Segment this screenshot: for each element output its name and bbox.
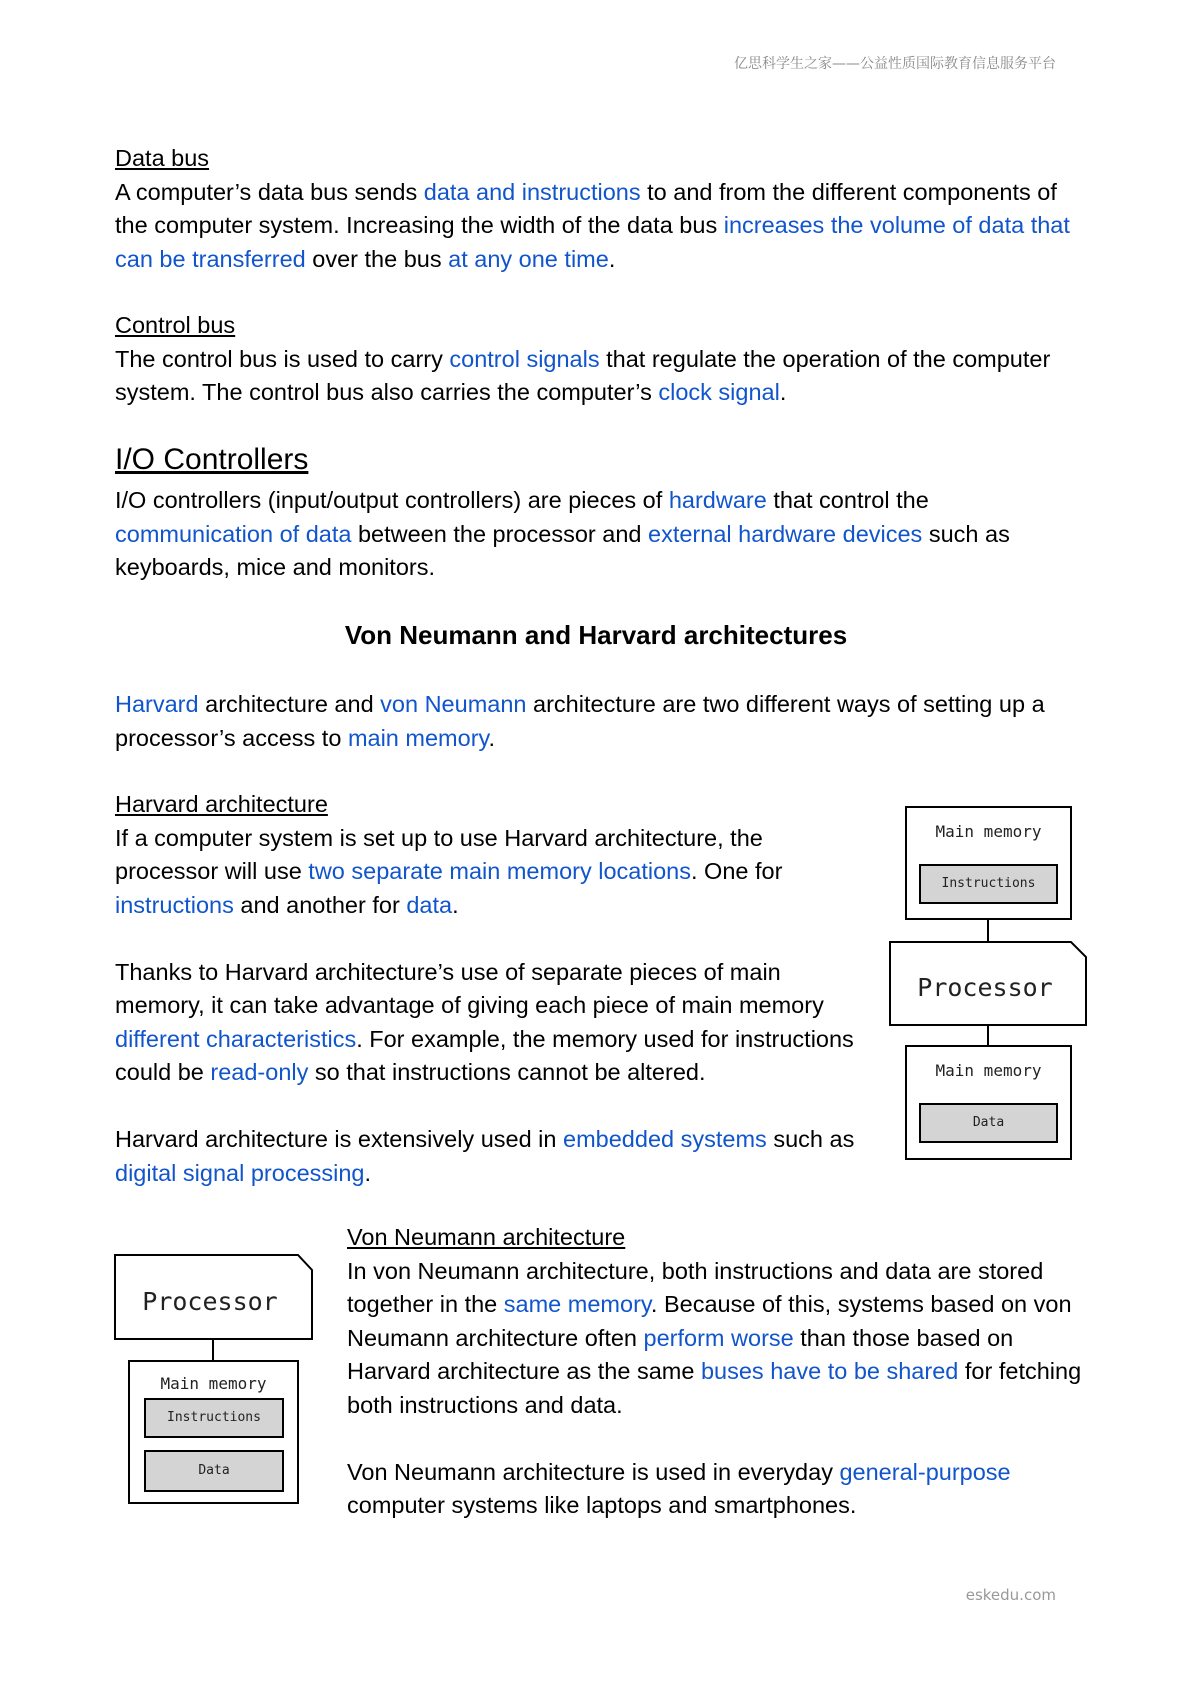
vonneumann-paragraph-1 [347, 1255, 1082, 1423]
text-run: for fetching both instructions and data. [347, 1358, 1082, 1418]
text-run: and another for [233, 891, 407, 918]
text-run: The control bus is used to carry [115, 345, 450, 372]
main-memory-label: Main memory [160, 1374, 267, 1393]
text-run: In von Neumann architecture, both instructions and data are stored together in the [347, 1257, 1044, 1317]
highlight-run: embedded systems [563, 1126, 767, 1152]
text-run: . One for [691, 858, 783, 884]
arch-intro-paragraph [115, 688, 1095, 755]
highlight-run: clock signal [658, 379, 780, 405]
section-title: Von Neumann and Harvard architectures [344, 620, 848, 650]
text-run: that regulate the operation of the computer system. The control bus also carries the computer’s [115, 345, 1051, 405]
main-memory-data-box [905, 1045, 1072, 1160]
page-footer: eskedu.com [965, 1586, 1056, 1604]
vonneumann-paragraph-2 [347, 1456, 1082, 1523]
harvard-paragraph-1 [115, 822, 860, 923]
io-controllers-heading: I/O Controllers [115, 443, 309, 476]
text-run: such as [766, 1126, 855, 1152]
text-run: . [452, 891, 459, 918]
highlight-run: at any one time [448, 245, 609, 272]
highlight-run: main memory [347, 724, 489, 751]
text-run: I/O controllers (input/output controllers) are pieces of [115, 487, 669, 513]
highlight-run: perform worse [643, 1324, 794, 1351]
main-memory-instructions-box [905, 806, 1072, 920]
data-block: Data [919, 1103, 1058, 1143]
vonneumann-heading: Von Neumann architecture [347, 1224, 626, 1250]
text-run: computer systems like laptops and smartphones. [347, 1492, 857, 1518]
highlight-run: communication of data [115, 520, 352, 547]
processor-label: Processor [917, 973, 1053, 1002]
processor-box [114, 1254, 313, 1340]
main-memory-label: Main memory [935, 822, 1042, 841]
connector-line [987, 920, 989, 942]
text-run: architecture are two different ways of setting up a processor’s access to [115, 691, 1045, 751]
highlight-run: buses have to be shared [700, 1358, 959, 1384]
text-run: . [364, 1159, 372, 1186]
data-block: Data [144, 1450, 284, 1492]
text-run: than those based on Harvard architecture as the same [347, 1324, 1014, 1384]
highlight-run: data [406, 891, 453, 918]
highlight-run: instructions [115, 891, 234, 918]
text-run: to and from the different components of the computer system. Increasing the width of the data bus [115, 178, 1057, 238]
vonneumann-section [347, 1221, 1082, 1523]
text-run: Thanks to Harvard architecture’s use of separate pieces of main memory, it can take advantage of giving each piece of main memory [115, 958, 824, 1018]
text-run: . [608, 245, 616, 272]
highlight-run: two separate main memory locations [308, 858, 691, 884]
data-bus-heading: Data bus [115, 145, 210, 171]
text-run: . [488, 724, 496, 751]
highlight-run: hardware [668, 487, 767, 513]
text-run: Harvard architecture is extensively used in [115, 1126, 564, 1152]
harvard-paragraph-2 [115, 956, 860, 1090]
text-run: so that instructions cannot be altered. [308, 1059, 706, 1085]
processor-box [889, 941, 1087, 1026]
main-memory-box [128, 1360, 299, 1504]
highlight-run: general-purpose [839, 1458, 1011, 1485]
main-memory-label: Main memory [935, 1061, 1042, 1080]
data-bus-section [115, 142, 1095, 276]
text-run: . For example, the memory used for instructions could be [115, 1025, 854, 1085]
text-run: over the bus [305, 245, 449, 272]
text-run: . [779, 379, 787, 405]
instructions-block: Instructions [919, 864, 1058, 904]
harvard-paragraph-3 [115, 1123, 860, 1190]
io-paragraph [115, 484, 1075, 585]
data-bus-paragraph [115, 176, 1095, 277]
control-bus-heading: Control bus [115, 312, 236, 338]
highlight-run: Harvard [115, 691, 199, 717]
text-run: Von Neumann architecture is used in everyday [347, 1458, 840, 1485]
text-run: . Because of this, systems based on von Neumann architecture often [347, 1291, 1072, 1351]
text-run: If a computer system is set up to use Harvard architecture, the processor will use [115, 824, 763, 884]
connector-line [212, 1340, 214, 1361]
text-run: between the processor and [351, 520, 648, 547]
highlight-run: external hardware devices [648, 520, 923, 547]
highlight-run: increases the volume of data that can be transferred [115, 212, 1070, 272]
text-run: A computer’s data bus sends [115, 178, 424, 205]
highlight-run: read-only [210, 1059, 309, 1085]
connector-line [987, 1026, 989, 1046]
text-run: such as keyboards, mice and monitors. [115, 520, 1010, 580]
text-run: architecture and [198, 691, 381, 717]
highlight-run: same memory [503, 1291, 651, 1317]
highlight-run: digital signal processing [115, 1159, 365, 1186]
highlight-run: different characteristics [115, 1025, 357, 1052]
harvard-section [115, 788, 860, 1190]
highlight-run: von Neumann [380, 691, 527, 717]
text-run: that control the [766, 487, 929, 513]
harvard-heading: Harvard architecture [115, 791, 328, 817]
instructions-block: Instructions [144, 1398, 284, 1438]
control-bus-section [115, 309, 1095, 410]
page-header: 亿思科学生之家——公益性质国际教育信息服务平台 [734, 56, 1056, 72]
highlight-run: control signals [449, 345, 600, 372]
highlight-run: data and instructions [423, 178, 641, 205]
control-bus-paragraph [115, 343, 1095, 410]
processor-label: Processor [142, 1287, 278, 1316]
